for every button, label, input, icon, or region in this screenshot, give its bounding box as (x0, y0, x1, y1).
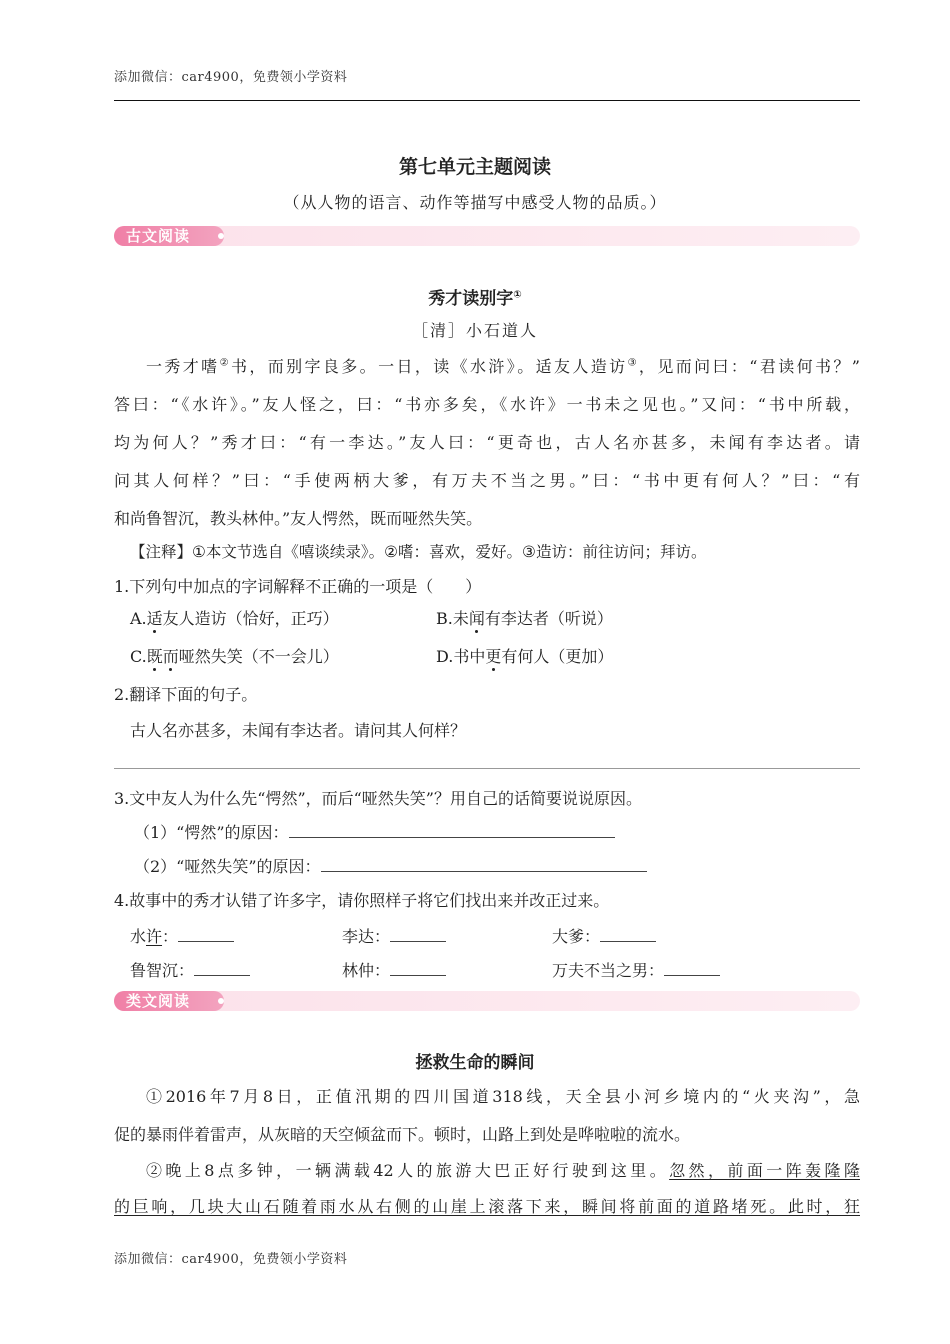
q4-stem: 4.故事中的秀才认错了许多字，请你照样子将它们找出来并改正过来。 (114, 891, 610, 910)
article-line-4: 的巨响，几块大山石随着雨水从右侧的山崖上滚落下来，瞬间将前面的道路堵死。此时，狂 (114, 1197, 860, 1216)
story-author: ［清］小石道人 (411, 321, 538, 340)
q1-option-c: C.既而哑然失笑（不一会儿） (130, 647, 339, 666)
story-notes: 【注释】①本文节选自《嘻谈续录》。②嗜：喜欢，爱好。③造访：前往访问；拜访。 (130, 543, 707, 561)
section-dot (218, 233, 224, 239)
q1-option-d: D.书中更有何人（更加） (436, 647, 614, 666)
q4-item-2: 李达： (342, 924, 446, 947)
q4-item-3: 大爹： (552, 924, 656, 947)
q1-option-a: A.适友人造访（恰好，正巧） (130, 609, 339, 628)
story-line-2: 答曰：“《水许》。”友人怪之，曰：“书亦多矣，《水许》一书未之见也。”又问：“书中所载， (114, 395, 860, 414)
story-line-3: 均为何人？”秀才曰：“有一李达。”友人曰：“更奇也，古人名亦甚多，未闻有李达者。请 (114, 433, 860, 452)
q4-item-4: 鲁智沉： (130, 958, 250, 981)
q3-stem: 3.文中友人为什么先“愕然”，而后“哑然失笑”？用自己的话简要说说原因。 (114, 789, 642, 808)
q4-blank-3[interactable] (600, 941, 656, 942)
q3-sub1-blank[interactable] (289, 837, 615, 838)
article-line-1: ①2016年7月8日，正值汛期的四川国道318线，天全县小河乡境内的“火夹沟”，急 (146, 1087, 860, 1106)
q4-item-1: 水许： (130, 924, 234, 947)
q4-blank-6[interactable] (664, 975, 720, 976)
section-bar-similar (114, 991, 860, 1011)
q1-option-b: B.未闻有李达者（听说） (436, 609, 613, 628)
q4-blank-1[interactable] (178, 941, 234, 942)
q4-item-5: 林仲： (342, 958, 446, 981)
q3-sub1: （1）“愕然”的原因： (134, 820, 615, 843)
page-header: 添加微信：car4900，免费领小学资料 (114, 70, 348, 85)
story-line-5: 和尚鲁智沉，教头林仲。”友人愕然，既而哑然失笑。 (114, 509, 483, 528)
q4-blank-2[interactable] (390, 941, 446, 942)
article-title: 拯救生命的瞬间 (415, 1053, 535, 1073)
q1-stem: 1.下列句中加点的字词解释不正确的一项是（ ） (114, 577, 482, 596)
section-label-classical: 古文阅读 (126, 227, 191, 245)
story-line-4: 问其人何样？”曰：“手使两柄大爹，有万夫不当之男。”曰：“书中更有何人？”曰：“有 (114, 471, 860, 490)
article-line-2: 促的暴雨伴着雷声，从灰暗的天空倾盆而下。顿时，山路上到处是哗啦啦的流水。 (114, 1125, 691, 1144)
q2-answer-line[interactable] (114, 768, 860, 769)
page-title: 第七单元主题阅读 (398, 156, 551, 178)
page-footer: 添加微信：car4900，免费领小学资料 (114, 1252, 348, 1267)
q4-item-6: 万夫不当之男： (552, 958, 720, 981)
article-line-3: ②晚上8点多钟，一辆满载42人的旅游大巴正好行驶到这里。忽然，前面一阵轰隆隆 (146, 1161, 860, 1180)
story-title: 秀才读别字① (428, 289, 522, 309)
q4-blank-4[interactable] (194, 975, 250, 976)
section-bar-classical (114, 226, 860, 246)
story-line-1: 一秀才嗜②书，而别字良多。一日，读《水浒》。适友人造访③，见而问曰：“君读何书？” (146, 357, 860, 376)
q2-stem: 2.翻译下面的句子。 (114, 685, 258, 704)
q2-sentence: 古人名亦甚多，未闻有李达者。请问其人何样？ (130, 721, 467, 740)
section-label-similar: 类文阅读 (126, 992, 191, 1010)
section-dot (218, 998, 224, 1004)
header-rule (114, 100, 860, 101)
page-subtitle: （从人物的语言、动作等描写中感受人物的品质。） (283, 193, 667, 212)
q3-sub2: （2）“哑然失笑”的原因： (134, 854, 647, 877)
q3-sub2-blank[interactable] (321, 871, 647, 872)
q4-blank-5[interactable] (390, 975, 446, 976)
